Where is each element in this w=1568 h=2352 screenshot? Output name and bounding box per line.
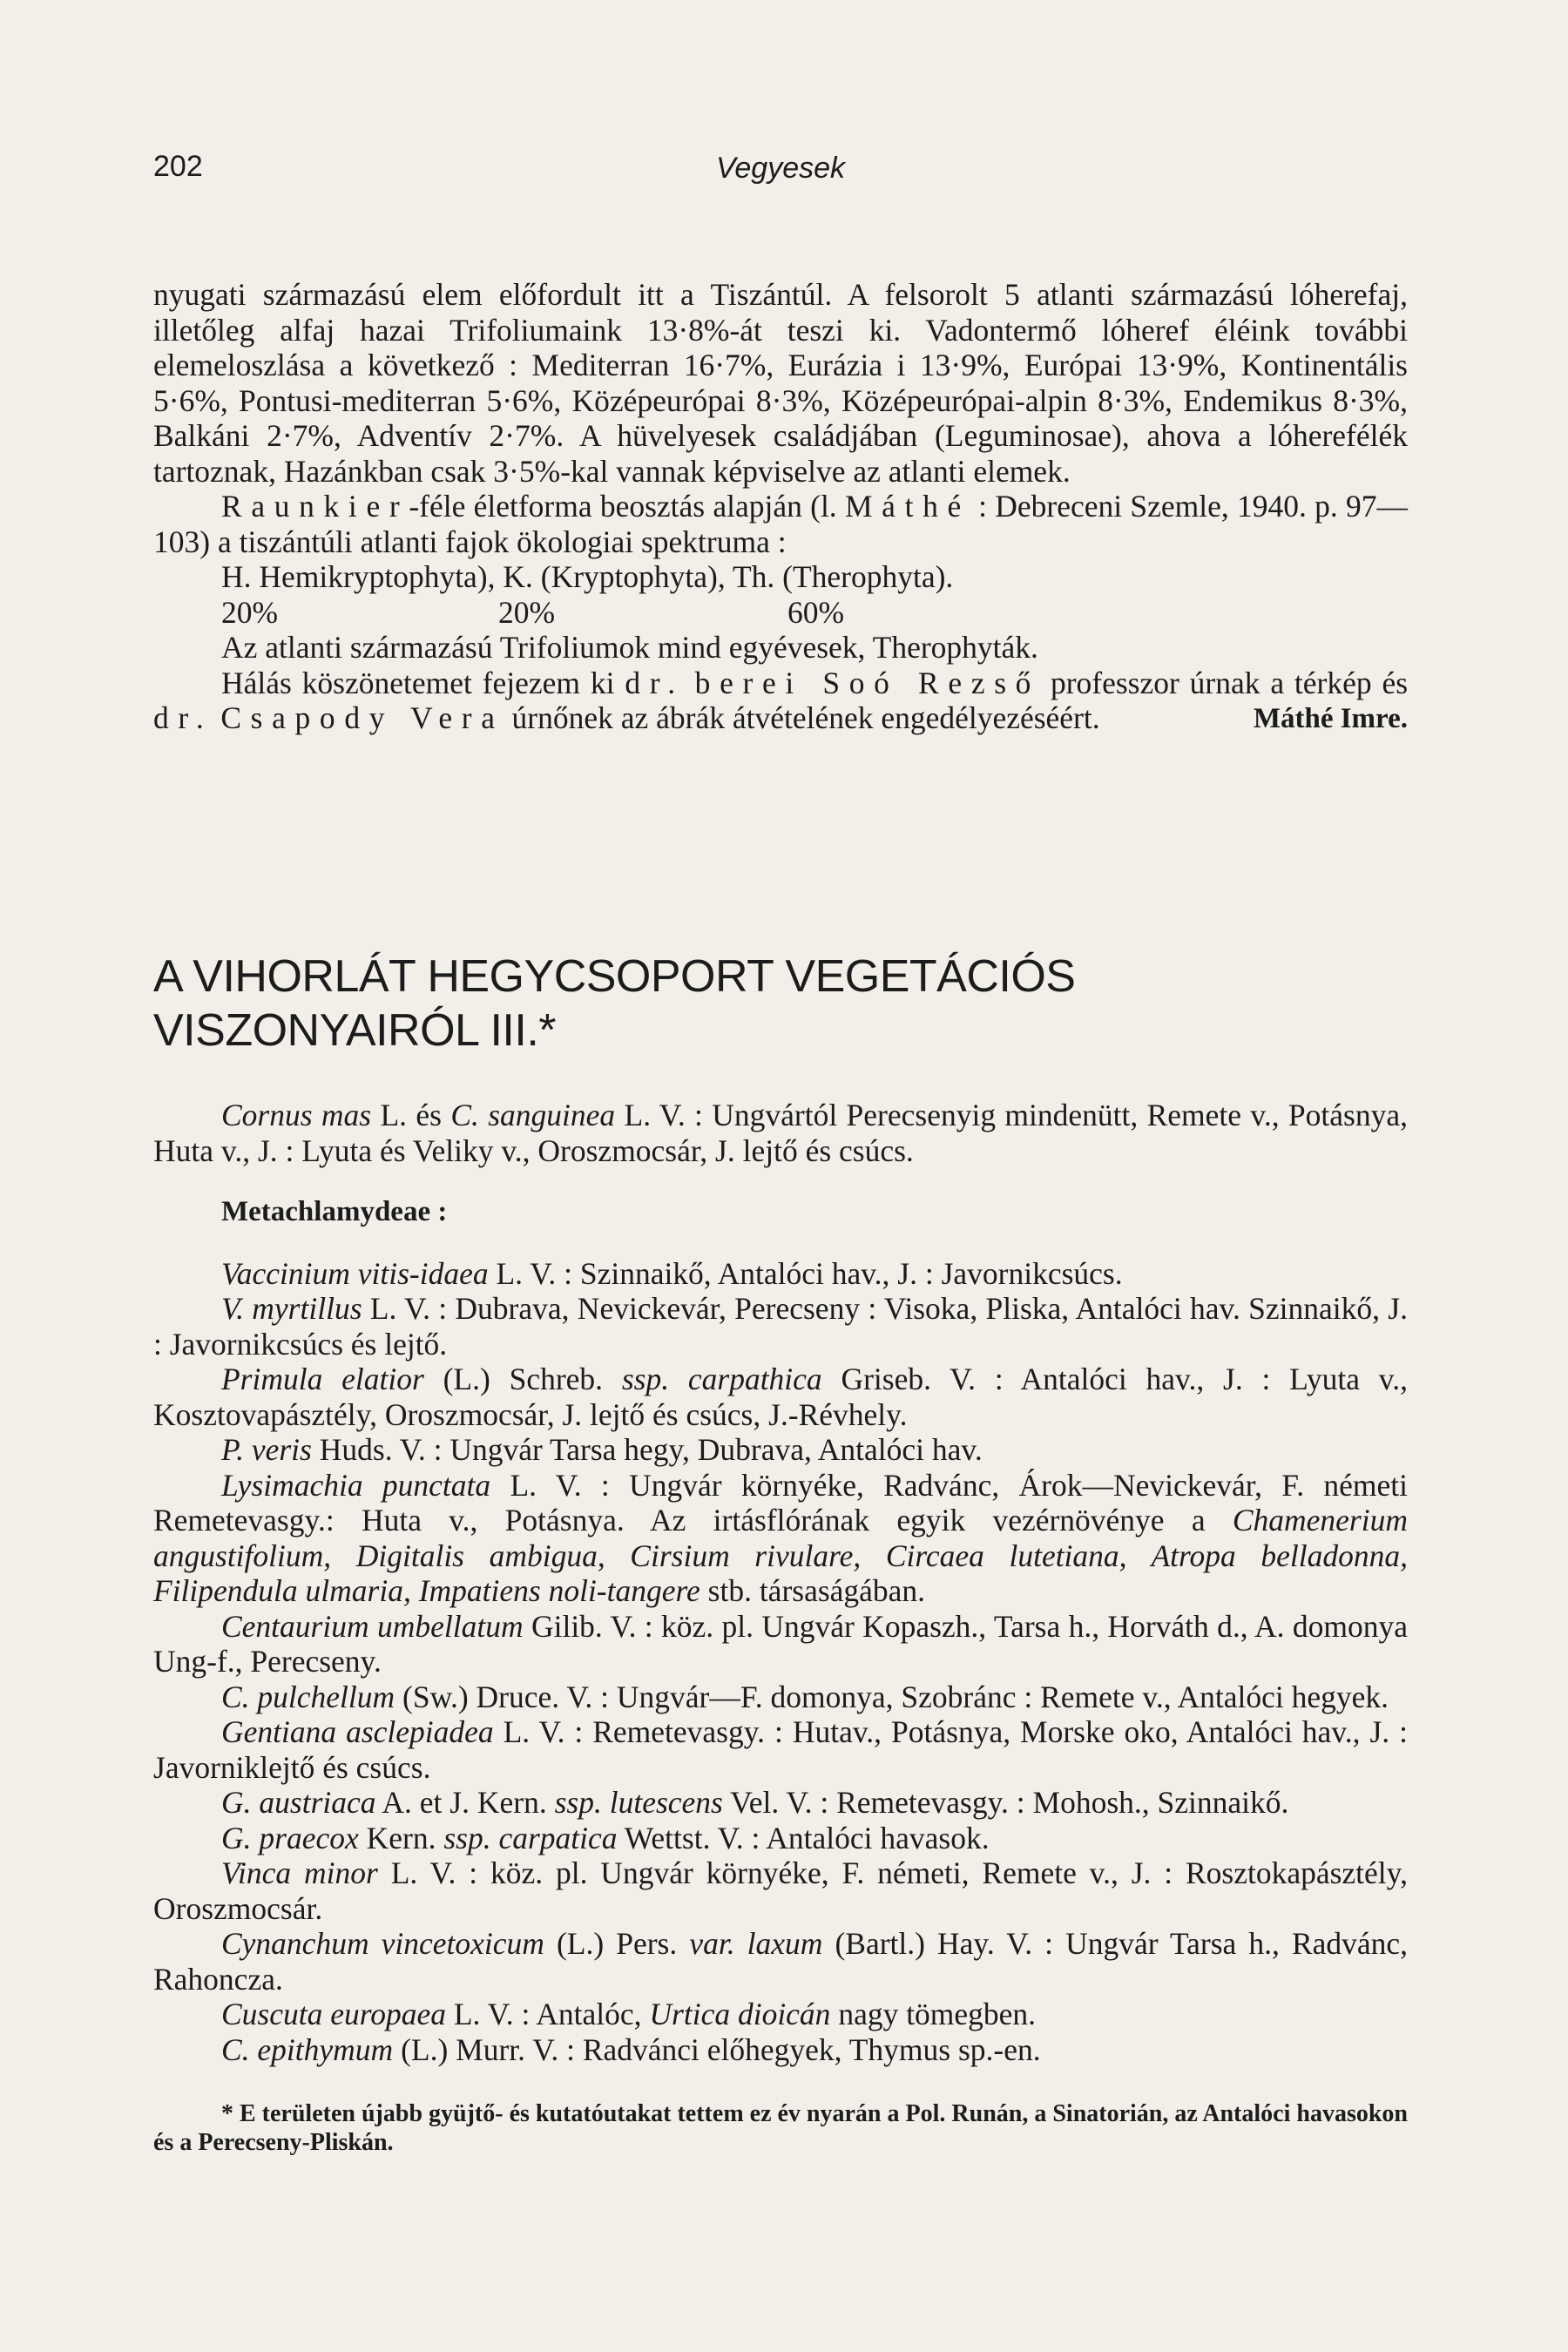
text-span: Huds. V. : Ungvár Tarsa hegy, Dubrava, Antalóci hav. <box>311 1432 983 1467</box>
entry <box>153 1855 1408 1926</box>
taxon: Primula elatior <box>221 1362 424 1396</box>
taxon: P. veris <box>221 1432 312 1467</box>
entry-list <box>153 1256 1408 2068</box>
entry <box>153 1468 1408 1609</box>
running-head: Vegyesek <box>715 152 846 185</box>
text-span: L. V. : Ungvár környéke, Radvánc, Árok—Nevickevár, F. németi Remetevasgy.: Huta v., Potásnya. Az irtásflórának egyik vezérnövénye a <box>153 1467 1408 1538</box>
text-span: stb. társaságában. <box>700 1573 926 1608</box>
taxon: C. epithymum <box>221 2031 394 2067</box>
text-span: Kern. <box>358 1820 444 1855</box>
text-span: (L.) Pers. <box>544 1926 690 1961</box>
taxon: ssp. carpatica <box>443 1820 618 1855</box>
spaced-name: Raunkier <box>221 489 409 524</box>
text-span: (L.) Schreb. <box>423 1362 622 1396</box>
entry <box>153 1362 1408 1432</box>
entry <box>153 2032 1408 2068</box>
paragraph: Az atlanti származású Trifoliumok mind egyévesek, Therophyták. <box>221 630 1038 665</box>
text-span: professzor úrnak a térkép és <box>1050 665 1409 700</box>
page-number: 202 <box>153 150 203 183</box>
subheading: Metachlamydeae : <box>221 1196 448 1227</box>
footnote: * E területen újabb gyüjtő- és kutatóutakat tettem ez év nyarán a Pol. Runán, a Sinatorián, az Antalóci havasokon és a Perecseny-Pliskán. <box>153 2100 1408 2156</box>
text-span: L. V. : Antalóc, <box>446 1997 650 2031</box>
previous-article-end <box>153 277 1408 736</box>
entry <box>153 1291 1408 1362</box>
taxon: V. myrtillus <box>221 1291 362 1326</box>
percentage: 60% <box>787 594 845 630</box>
text-span: úrnőnek az ábrák átvételének engedélyezéséért. <box>511 700 1100 735</box>
text-span: L. V. : Ungvártól Perecsenyig mindenütt, Remete v., Potásnya, Huta v., J. : Lyuta és Veliky v., Oroszmocsár, J. lejtő és csúcs. <box>153 1098 1408 1168</box>
taxon: ssp. lutescens <box>554 1785 723 1820</box>
signature: Máthé Imre. <box>1253 702 1408 734</box>
entry <box>153 1680 1408 1715</box>
entry <box>153 1714 1408 1785</box>
text-span: L. V. : Remetevasgy. : Hutav., Potásnya, Morske oko, Antalóci hav., J. : Javorniklejtő és csúcs. <box>153 1714 1408 1785</box>
text-span: Hálás köszönetemet fejezem ki <box>221 665 615 700</box>
text-span: L. V. : Szinnaikő, Antalóci hav., J. : Javornikcsúcs. <box>488 1255 1123 1291</box>
text-span: Wettst. V. : Antalóci havasok. <box>617 1820 990 1855</box>
entry <box>153 1785 1408 1821</box>
paragraph <box>153 489 1408 559</box>
taxon: Urtica dioicán <box>649 1997 831 2031</box>
text-span: L. és <box>371 1098 451 1132</box>
text-span: Vel. V. : Remetevasgy. : Mohosh., Szinnaikő. <box>722 1785 1289 1820</box>
percentage: 20% <box>221 594 279 630</box>
spaced-name: dr. <box>625 665 685 700</box>
taxon: Gentiana asclepiadea <box>221 1714 494 1749</box>
taxon: Lysimachia punctata <box>221 1467 491 1503</box>
text-span: A. et J. Kern. <box>375 1785 555 1820</box>
entry <box>153 1821 1408 1856</box>
paragraph: nyugati származású elem előfordult itt a Tiszántúl. A felsorolt 5 atlanti származású lóherefaj, illetőleg alfaj hazai Trifoliumaink 13·8%-át teszi ki. Vadontermő lóheref éléink további elemeloszlása a következő : Mediterran 16·7%, Eurázia i 13·9%, Európai 13·9%, Kontinentális 5·6%, Pontusi-mediterran 5·6%, Középeurópai 8·3%, Középeurópai-alpin 8·3%, Endemikus 8·3%, Balkáni 2·7%, Adventív 2·7%. A hüvelyesek családjában (Leguminosae), ahova a lóherefélék tartoznak, Hazánkban csak 3·5%-kal vannak képviselve az atlanti elemek. <box>153 277 1408 489</box>
text-span: L. V. : Dubrava, Nevickevár, Perecseny : Visoka, Pliska, Antalóci hav. Szinnaikő, J. : Javornikcsúcs és lejtő. <box>153 1291 1408 1362</box>
text-span: : Debreceni Szemle, 1940. p. 97—103) a tiszántúli atlanti fajok ökologiai spektruma : <box>153 489 1409 559</box>
taxon: Cornus mas <box>221 1098 372 1132</box>
taxon: var. laxum <box>689 1926 823 1961</box>
entry <box>153 1609 1408 1680</box>
page-header <box>153 150 1408 193</box>
taxon: C. pulchellum <box>221 1679 395 1714</box>
taxon: C. sanguinea <box>450 1098 616 1132</box>
article-title: A VIHORLÁT HEGYCSOPORT VEGETÁCIÓS VISZONYAIRÓL III.* <box>153 951 1076 1056</box>
paragraph: H. Hemikryptophyta), K. (Kryptophyta), Th. (Therophyta). <box>221 559 954 594</box>
entry <box>153 1926 1408 1997</box>
spaced-name: Máthé <box>844 489 970 524</box>
spaced-name: berei Soó Rezső <box>694 665 1041 700</box>
entry <box>153 1098 1408 1168</box>
taxon: ssp. carpathica <box>621 1362 822 1396</box>
text-span: nagy tömegben. <box>830 1997 1037 2031</box>
taxon: G. austriaca <box>221 1785 376 1820</box>
taxon: Cynanchum vincetoxicum <box>221 1926 544 1961</box>
taxon: Chamenerium angustifolium, Digitalis ambigua, Cirsium rivulare, Circaea lutetiana, Atropa belladonna, Filipendula ulmaria, Impatiens noli-tangere <box>153 1503 1408 1608</box>
spaced-name: Csapody Vera <box>220 700 504 735</box>
article-body <box>153 1098 1408 2067</box>
taxon: Centaurium umbellatum <box>221 1608 524 1644</box>
text-span: (Bartl.) Hay. V. : Ungvár Tarsa h., Radvánc, Rahoncza. <box>153 1926 1409 1997</box>
taxon: Vinca minor <box>221 1855 378 1890</box>
taxon: Vaccinium vitis-idaea <box>221 1255 489 1291</box>
entry <box>153 1432 1408 1468</box>
taxon: G. praecox <box>221 1820 359 1855</box>
text-span: -féle életforma beosztás alapján (l. <box>409 489 837 524</box>
percentage-row <box>153 595 1408 631</box>
spaced-name: dr. <box>153 700 213 735</box>
percentage: 20% <box>498 594 556 630</box>
text-span: (Sw.) Druce. V. : Ungvár—F. domonya, Szobránc : Remete v., Antalóci hegyek. <box>395 1679 1389 1714</box>
entry <box>153 1997 1408 2032</box>
taxon: Cuscuta europaea <box>221 1997 446 2031</box>
text-span: L. V. : köz. pl. Ungvár környéke, F. németi, Remete v., J. : Rosztokapásztély, Oroszmocsár. <box>153 1855 1408 1926</box>
entry <box>153 1256 1408 1292</box>
text-span: Griseb. V. : Antalóci hav., J. : Lyuta v., Kosztovapásztély, Oroszmocsár, J. lejtő és csúcs, J.-Révhely. <box>153 1362 1408 1432</box>
text-span: (L.) Murr. V. : Radvánci előhegyek, Thymus sp.-en. <box>393 2031 1041 2067</box>
text-span: Gilib. V. : köz. pl. Ungvár Kopaszh., Tarsa h., Horváth d., A. domonya Ung-f., Perecseny. <box>153 1608 1408 1679</box>
